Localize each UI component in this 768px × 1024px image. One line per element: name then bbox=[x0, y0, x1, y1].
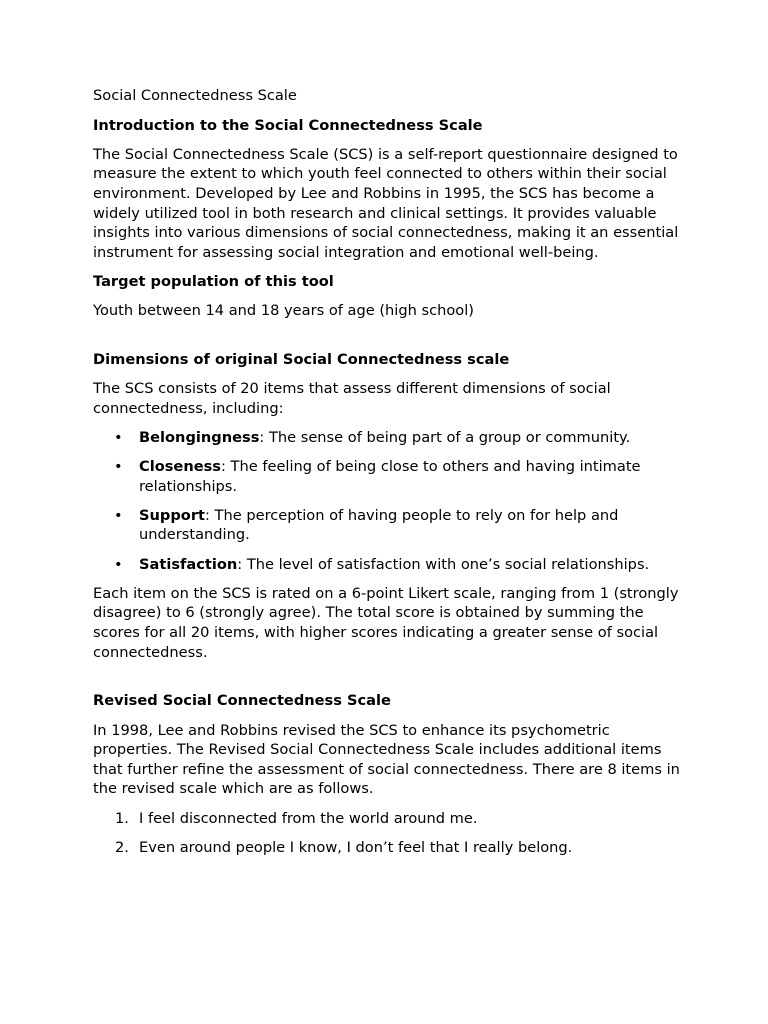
revised-items-list bbox=[93, 809, 683, 858]
list-item bbox=[93, 838, 683, 858]
target-paragraph: Youth between 14 and 18 years of age (high school) bbox=[93, 302, 474, 320]
spacer bbox=[93, 330, 683, 350]
dimension-description: : The perception of having people to rely on for help and understanding. bbox=[139, 506, 619, 544]
document-title: Social Connectedness Scale bbox=[93, 87, 297, 104]
item-number: 2. bbox=[115, 838, 129, 856]
dimension-term: Closeness bbox=[139, 458, 221, 476]
list-item bbox=[93, 809, 683, 829]
item-text: I feel disconnected from the world around me. bbox=[139, 809, 478, 827]
dimension-description: : The feeling of being close to others and having intimate relationships. bbox=[139, 458, 641, 495]
dimension-term: Support bbox=[139, 506, 205, 524]
item-text: Even around people I know, I don’t feel that I really belong. bbox=[139, 838, 573, 856]
document-page bbox=[93, 86, 683, 867]
item-number: 1. bbox=[115, 809, 129, 827]
intro-paragraph: The Social Connectedness Scale (SCS) is a self-report questionnaire designed to measure the extent to which youth feel connected to others within their social environment. Developed by Lee and Robbins in 1995, the SCS has become a widely utilized tool in both research and clinical settings. It provides valuable insights into various dimensions of social connectedness, making it an essential instrument for assessing social integration and emotional well-being. bbox=[93, 145, 679, 261]
dimension-term: Satisfaction bbox=[139, 555, 238, 573]
dimension-description: : The sense of being part of a group or community. bbox=[259, 428, 631, 446]
dimensions-list bbox=[93, 428, 683, 574]
list-item bbox=[93, 506, 683, 545]
scoring-paragraph: Each item on the SCS is rated on a 6-point Likert scale, ranging from 1 (strongly disagree) to 6 (strongly agree). The total score is obtained by summing the scores for all 20 items, with higher scores indicating a greater sense of social connectedness. bbox=[93, 584, 679, 661]
bullet-icon: • bbox=[114, 506, 123, 524]
spacer bbox=[93, 672, 683, 692]
revised-heading: Revised Social Connectedness Scale bbox=[93, 692, 391, 710]
dimension-term: Belongingness bbox=[139, 428, 260, 446]
bullet-icon: • bbox=[114, 555, 123, 573]
intro-heading: Introduction to the Social Connectedness Scale bbox=[93, 116, 483, 134]
target-heading: Target population of this tool bbox=[93, 272, 334, 290]
list-item bbox=[93, 457, 683, 496]
dimension-description: : The level of satisfaction with one’s social relationships. bbox=[237, 555, 650, 573]
dimensions-intro: The SCS consists of 20 items that assess different dimensions of social connectedness, including: bbox=[93, 380, 611, 417]
bullet-icon: • bbox=[114, 458, 123, 476]
revised-paragraph: In 1998, Lee and Robbins revised the SCS to enhance its psychometric properties. The Revised Social Connectedness Scale includes additional items that further refine the assessment of social connectedness. There are 8 items in the revised scale which are as follows. bbox=[93, 721, 680, 798]
bullet-icon: • bbox=[114, 428, 123, 446]
list-item bbox=[93, 555, 683, 575]
dimensions-heading: Dimensions of original Social Connectedness scale bbox=[93, 350, 510, 368]
list-item bbox=[93, 428, 683, 448]
